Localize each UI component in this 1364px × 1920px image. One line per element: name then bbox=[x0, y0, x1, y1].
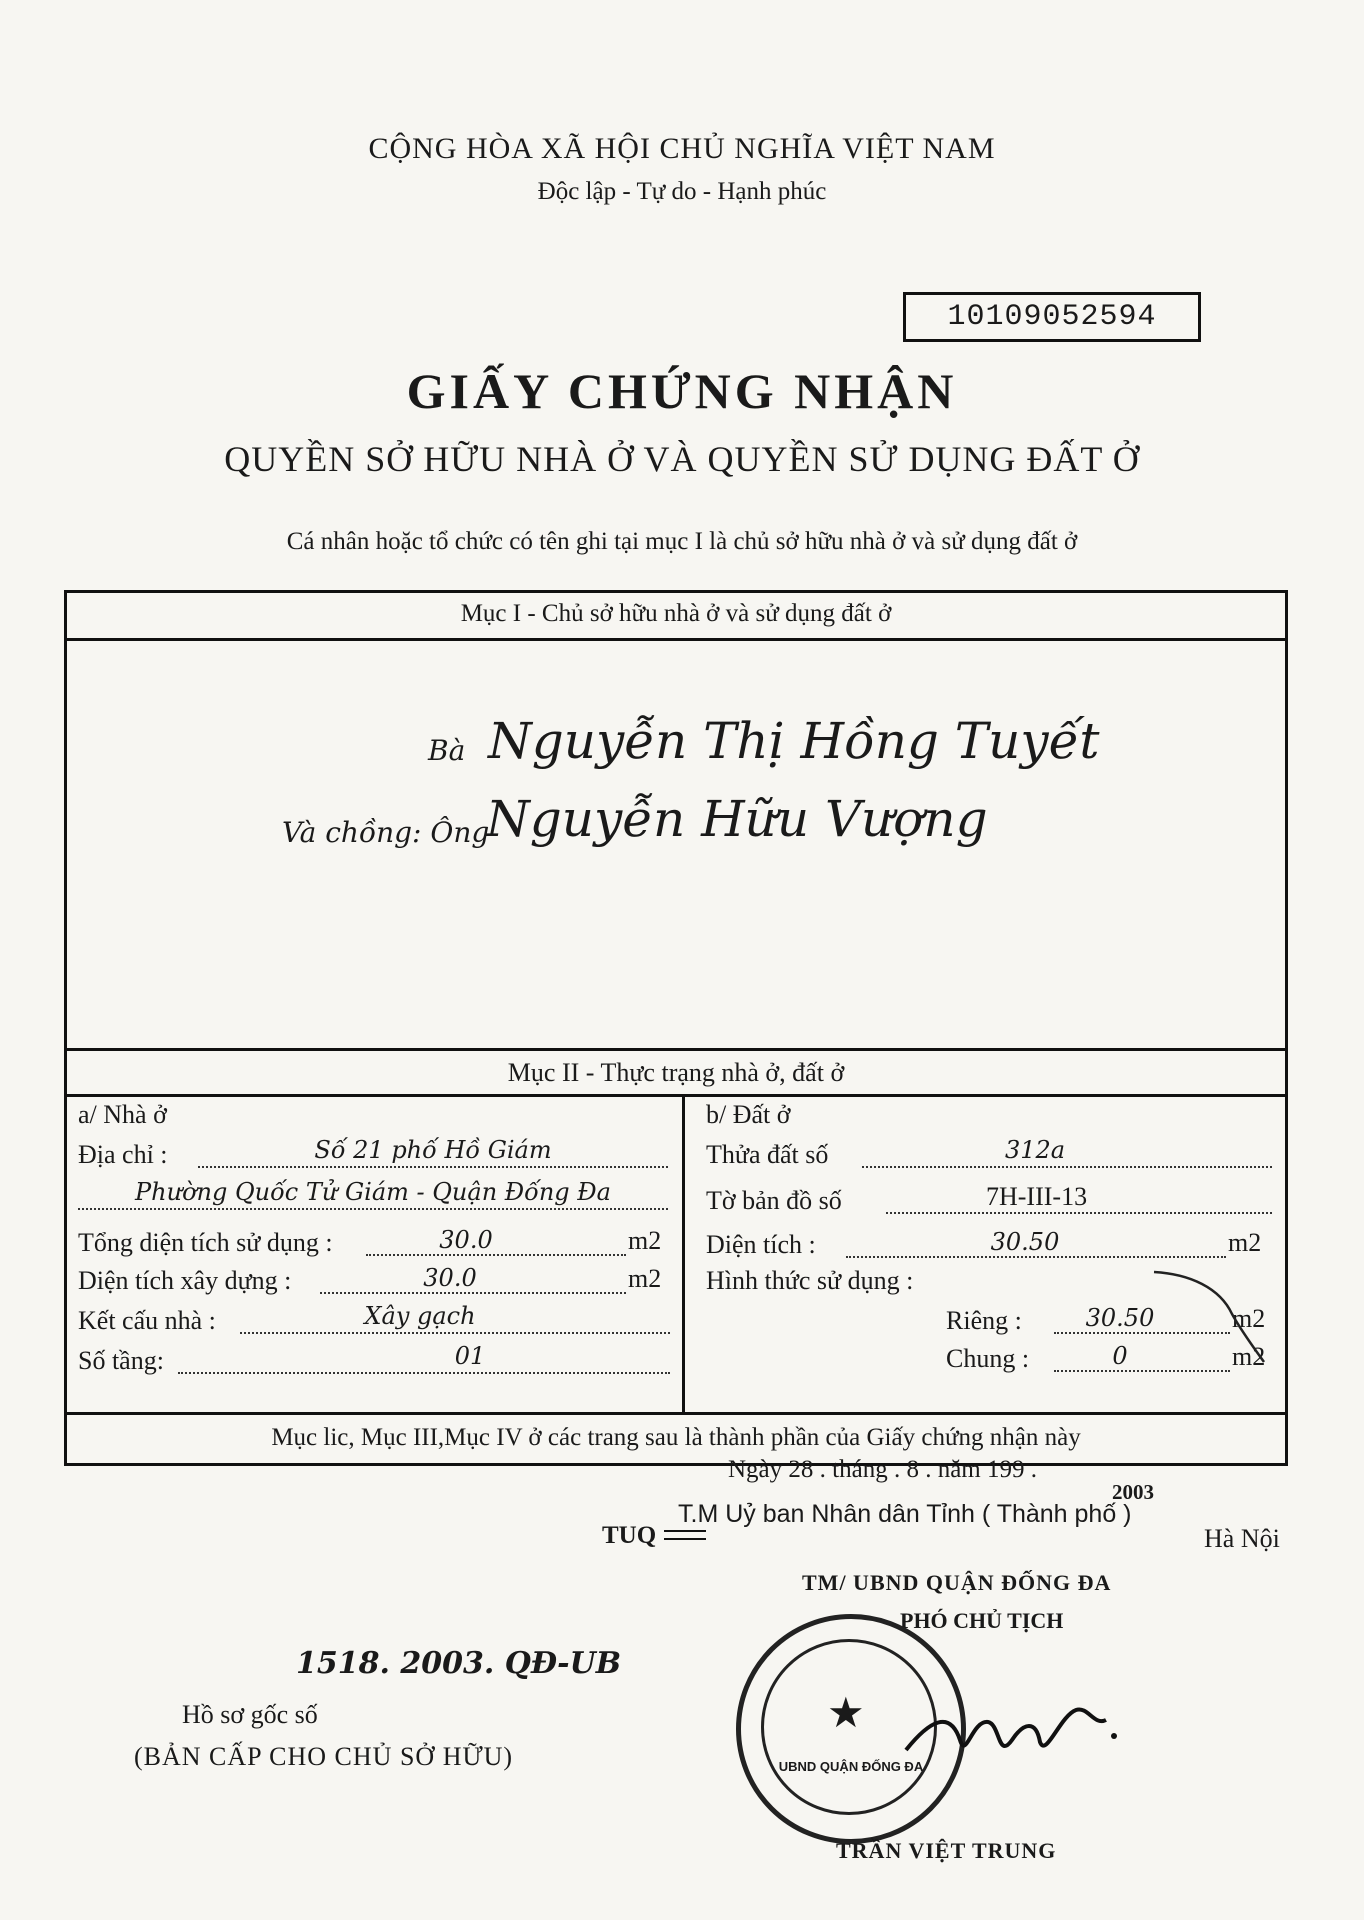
certificate-subtitle: QUYỀN SỞ HỮU NHÀ Ở VÀ QUYỀN SỬ DỤNG ĐẤT Ở bbox=[224, 439, 1140, 479]
copy-note: (BẢN CẤP CHO CHỦ SỞ HỮU) bbox=[134, 1742, 514, 1771]
position-label: PHÓ CHỦ TỊCH bbox=[900, 1608, 1064, 1633]
column-divider bbox=[682, 1094, 685, 1412]
city: Hà Nội bbox=[1204, 1524, 1280, 1553]
address-value: Phường Quốc Tử Giám - Quận Đống Đa bbox=[135, 1178, 611, 1206]
address-value: Số 21 phố Hồ Giám bbox=[314, 1136, 552, 1164]
serial-number: 10109052594 bbox=[903, 292, 1201, 342]
build-area-line bbox=[320, 1292, 626, 1294]
divider bbox=[64, 1094, 1288, 1097]
address-line bbox=[198, 1166, 668, 1168]
structure-value: Xây gạch bbox=[364, 1302, 476, 1330]
land-area-label: Diện tích : bbox=[706, 1230, 816, 1259]
footer-note: Mục lic, Mục III,Mục IV ở các trang sau là thành phần của Giấy chứng nhận này bbox=[271, 1424, 1081, 1451]
shared-value: 0 bbox=[1112, 1342, 1128, 1370]
date-line: Ngày 28 . tháng . 8 . năm 199 . bbox=[728, 1456, 1037, 1483]
district-label: TM/ UBND QUẬN ĐỐNG ĐA bbox=[802, 1570, 1112, 1595]
structure-label: Kết cấu nhà : bbox=[78, 1306, 216, 1335]
divider bbox=[64, 1412, 1288, 1415]
total-area-label: Tổng diện tích sử dụng : bbox=[78, 1228, 333, 1257]
private-value: 30.50 bbox=[1085, 1304, 1155, 1332]
record-label: Hồ sơ gốc số bbox=[182, 1700, 318, 1729]
use-form-label: Hình thức sử dụng : bbox=[706, 1266, 914, 1295]
plot-label: Thửa đất số bbox=[706, 1140, 829, 1169]
address-line bbox=[78, 1208, 668, 1210]
shared-line bbox=[1054, 1370, 1230, 1372]
map-line bbox=[886, 1212, 1272, 1214]
shared-unit: m2 bbox=[1232, 1342, 1266, 1371]
land-label: b/ Đất ở bbox=[706, 1100, 791, 1129]
private-label: Riêng : bbox=[946, 1306, 1022, 1335]
handwritten-stroke bbox=[1150, 1258, 1270, 1368]
stamp-text: UBND QUẬN ĐỐNG ĐA bbox=[778, 1759, 924, 1774]
section1-heading: Mục I - Chủ sở hữu nhà ở và sử dụng đất ở bbox=[460, 600, 892, 627]
republic-heading: CỘNG HÒA XÃ HỘI CHỦ NGHĨA VIỆT NAM bbox=[368, 132, 996, 165]
tuq-label: TUQ bbox=[602, 1522, 657, 1549]
section2-heading: Mục II - Thực trạng nhà ở, đất ở bbox=[507, 1058, 845, 1087]
tuq-line bbox=[664, 1530, 706, 1540]
signature bbox=[900, 1680, 1120, 1790]
spouse-name: Nguyễn Hữu Vượng bbox=[486, 790, 988, 848]
address-label: Địa chỉ : bbox=[78, 1140, 168, 1169]
star-icon: ★ bbox=[827, 1691, 865, 1737]
total-area-unit: m2 bbox=[628, 1226, 662, 1255]
shared-label: Chung : bbox=[946, 1344, 1030, 1373]
plot-value: 312a bbox=[1004, 1136, 1066, 1164]
land-area-unit: m2 bbox=[1228, 1228, 1262, 1257]
house-label: a/ Nhà ở bbox=[78, 1100, 167, 1129]
plot-line bbox=[862, 1166, 1272, 1168]
floors-line bbox=[178, 1372, 670, 1374]
certificate-title: GIẤY CHỨNG NHẬN bbox=[406, 363, 958, 419]
private-unit: m2 bbox=[1232, 1304, 1266, 1333]
motto: Độc lập - Tự do - Hạnh phúc bbox=[537, 178, 827, 205]
build-area-label: Diện tích xây dựng : bbox=[78, 1266, 292, 1295]
divider bbox=[64, 1048, 1288, 1051]
signer-name: TRẦN VIỆT TRUNG bbox=[836, 1838, 1057, 1863]
land-area-value: 30.50 bbox=[990, 1228, 1060, 1256]
record-number-handwritten: 1518. 2003. QĐ-UB bbox=[296, 1646, 622, 1681]
structure-line bbox=[240, 1332, 670, 1334]
total-area-value: 30.0 bbox=[439, 1226, 493, 1254]
map-label: Tờ bản đồ số bbox=[706, 1186, 842, 1215]
owner-prefix: Bà bbox=[428, 734, 466, 767]
certificate-intro: Cá nhân hoặc tổ chức có tên ghi tại mục I là chủ sở hữu nhà ở và sử dụng đất ở bbox=[286, 528, 1078, 555]
year-override: 2003 bbox=[1112, 1480, 1154, 1504]
divider bbox=[64, 638, 1288, 641]
map-value: 7H-III-13 bbox=[986, 1182, 1088, 1211]
spouse-prefix: Và chồng: Ông bbox=[282, 816, 490, 849]
build-area-unit: m2 bbox=[628, 1264, 662, 1293]
build-area-value: 30.0 bbox=[423, 1264, 477, 1292]
owner-name: Nguyễn Thị Hồng Tuyết bbox=[488, 712, 1100, 770]
floors-value: 01 bbox=[454, 1342, 486, 1370]
committee-line: T.M Uỷ ban Nhân dân Tỉnh ( Thành phố ) bbox=[678, 1500, 1132, 1528]
floors-label: Số tầng: bbox=[78, 1346, 164, 1375]
total-area-line bbox=[366, 1254, 626, 1256]
